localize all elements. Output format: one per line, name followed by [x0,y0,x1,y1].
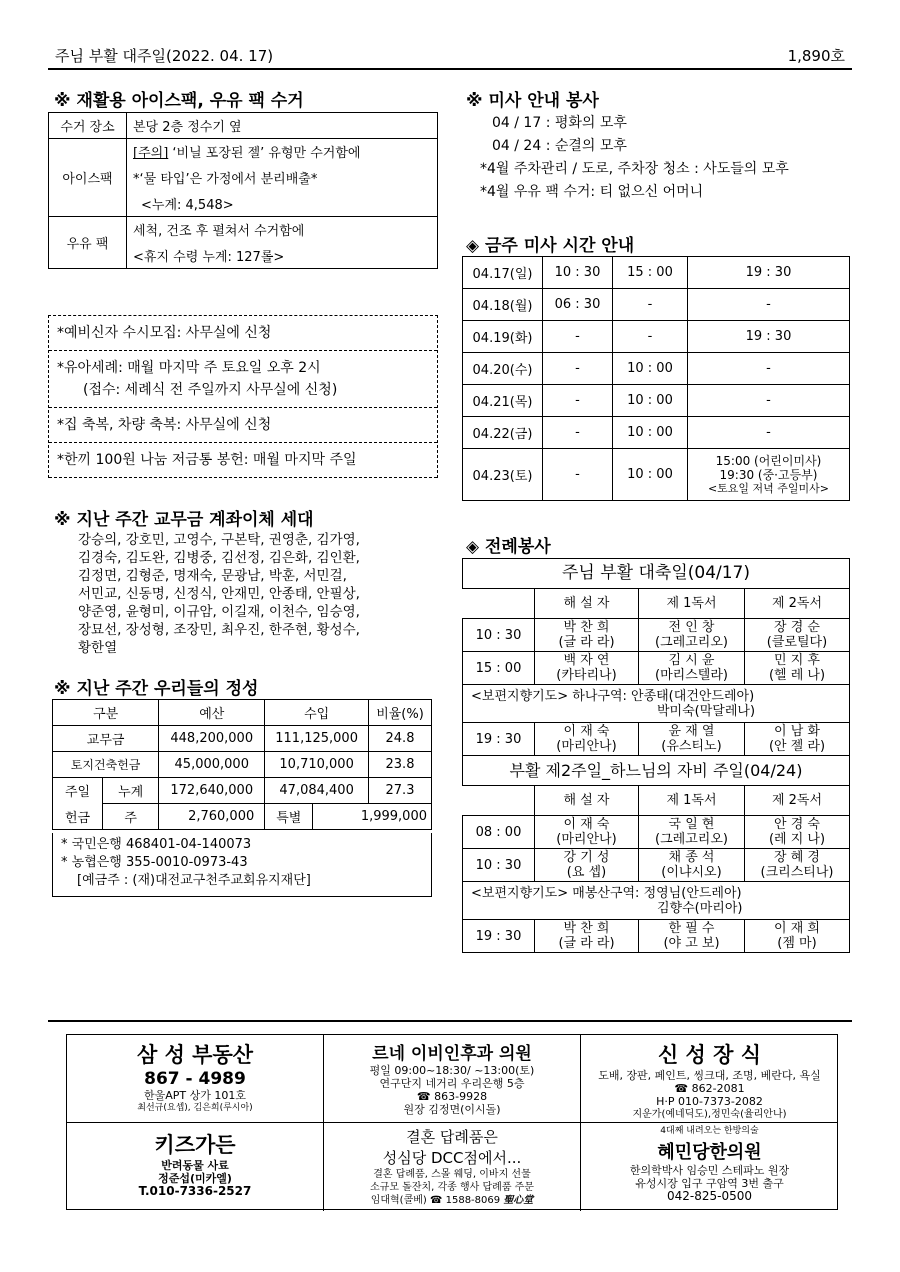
milk-rule: 세척, 건조 후 펼쳐서 수거함에 [127,217,438,243]
mass-slot: - [613,321,688,353]
fin-cum-budget: 172,640,000 [159,778,265,804]
ad-owner: 정준섭(미카엘) [158,1172,232,1185]
bank-nonghyup: * 농협은행 355-0010-0973-43 [61,855,248,870]
ad-kids-garden [67,1123,324,1211]
ad-owner: 지운가(예네딕도),정민숙(율리안나) [632,1109,787,1120]
lit-time: 19 : 30 [463,920,535,953]
ad-phone: 867 - 4989 [144,1069,246,1089]
lit-time: 10 : 30 [463,619,535,652]
recycle-section-title: ※ 재활용 아이스팩, 우유 팩 수거 [54,91,304,111]
col-reading2: 제 2독서 [745,589,850,619]
icepack-rule: ‘비닐 포장된 젤’ 유형만 수거함에 [172,146,361,162]
recycle-table [48,112,438,269]
fin-row-income: 111,125,000 [265,726,369,752]
week2-title: 부활 제2주일_하느님의 자비 주일(04/24) [463,756,850,786]
week1-title: 주님 부활 대축일(04/17) [463,559,850,589]
lit-commentator: 이 재 숙 (마리안나) [535,816,639,849]
lit-commentator: 박 찬 희 (글 라 라) [535,920,639,953]
ad-tagline: 4대째 내려오는 한방의술 [660,1126,759,1136]
notice-infant-baptism [49,351,437,408]
icepack-total: <누계: 4,548> [127,191,438,217]
mass-slot: - [543,353,613,385]
children-mass: 15:00 (어린이미사) [715,453,822,468]
lit-reader2: 장 혜 경 (크리스티나) [745,849,850,882]
bank-accounts [52,833,432,897]
week2-prayer-note: <보편지향기도> 매봉산구역: 정영님(안드레아) 김향수(마리아) [463,882,850,920]
notice-tag: [주의] [133,146,169,162]
lit-time: 15 : 00 [463,652,535,685]
mass-service-line: *4월 주차관리 / 도로, 주차장 청소 : 사도들의 모후 [480,161,789,177]
notice-infant-line: *유아세례: 매월 마지막 주 토요일 오후 2시 [57,360,321,376]
lit-reader2: 이 재 희 (젬 마) [745,920,850,953]
col-commentator: 해 설 자 [535,786,639,816]
ad-name: 신 성 장 식 [657,1043,762,1067]
mass-slot: 19 : 30 [688,321,850,353]
header-divider [48,68,852,70]
mass-times-title: ◈ 금주 미사 시간 안내 [466,236,635,256]
col-reading2: 제 2독서 [745,786,850,816]
mass-slot: - [543,385,613,417]
fin-offering-label: 헌금 [53,804,103,830]
ads-grid [66,1034,838,1210]
bulletin-date-title: 주님 부활 대주일(2022. 04. 17) [55,47,274,65]
mass-service-line: 04 / 17 : 평화의 모후 [492,115,627,131]
ad-goods-2: 소규모 돌잔치, 각종 행사 답례품 주문 [370,1182,534,1193]
mass-service-line: *4월 우유 팩 수거: 티 없으신 어머니 [480,184,704,200]
milk-label: 우유 팩 [49,217,127,269]
ad-name: 르네 이비인후과 의원 [372,1044,532,1064]
donor-line: 양준영, 윤형미, 이규암, 이길재, 이천수, 임승영, [78,604,360,620]
ad-hyemindang-clinic [581,1123,838,1211]
sungsimdang-logo: 聖心堂 [503,1195,534,1206]
mass-slot: - [688,385,850,417]
ad-name: 키즈가든 [154,1133,236,1157]
mass-slot: 15 : 00 [613,257,688,289]
mass-slot: 06 : 30 [543,289,613,321]
mass-service-line: 04 / 24 : 순결의 모후 [492,138,627,154]
mass-slot: - [613,289,688,321]
lit-reader1: 채 종 석 (이냐시오) [639,849,745,882]
fin-row-label: 토지건축헌금 [53,752,159,778]
bank-kookmin: * 국민은행 468401-04-140073 [61,837,252,852]
liturgy-table [462,558,850,953]
mass-slot: 10 : 00 [613,449,688,501]
account-holder: [예금주 : (재)대전교구천주교회유지재단] [77,873,311,888]
mass-date: 04.19(화) [463,321,543,353]
youth-mass: 19:30 (중·고등부) [719,467,818,482]
mass-date: 04.23(토) [463,449,543,501]
lit-reader1: 한 필 수 (야 고 보) [639,920,745,953]
fin-header-ratio: 비율(%) [369,700,432,726]
icepack-label: 아이스팩 [49,139,127,217]
fin-week-label: 주 [103,804,159,830]
ad-phone: 042-825-0500 [666,1189,752,1203]
mass-slot: - [688,289,850,321]
ad-owner: 한의학박사 임승민 스테파노 원장 [629,1164,790,1177]
ad-phone: ☎ 863-9928 [416,1090,488,1103]
place-label: 수거 장소 [49,113,127,139]
fin-row-label: 교무금 [53,726,159,752]
donor-line: 김경숙, 김도완, 김병중, 김선정, 김은화, 김인환, [78,550,360,566]
ad-rene-ent-clinic [324,1035,581,1123]
ad-address: 유성시장 입구 구암역 3번 출구 [635,1177,784,1190]
ad-sinsung-interior [581,1035,838,1123]
icepack-water-note: *‘물 타입’은 가정에서 분리배출* [127,165,438,191]
fin-cum-ratio: 27.3 [369,778,432,804]
ad-samsung-realestate [67,1035,324,1123]
ad-hours: 평일 09:00~18:30/ ~13:00(토) [369,1064,535,1077]
mass-slot: 19 : 30 [688,257,850,289]
lit-reader2: 이 남 화 (안 젤 라) [745,723,850,756]
issue-number: 1,890호 [787,47,845,65]
lit-reader1: 김 시 윤 (마리스텔라) [639,652,745,685]
col-reading1: 제 1독서 [639,786,745,816]
col-commentator: 해 설 자 [535,589,639,619]
milk-total: <휴지 수령 누계: 127롤> [127,243,438,269]
donor-line: 장묘선, 장성형, 조장민, 최우진, 한주현, 황성수, [78,622,360,638]
ad-address: 한울APT 상가 101호 [144,1089,246,1102]
mass-date: 04.21(목) [463,385,543,417]
mass-service-list [480,112,789,204]
ad-phone: T.010-7336-2527 [138,1184,252,1198]
fin-special-amount: 1,999,000 [313,804,432,830]
lit-commentator: 박 찬 희 (글 라 라) [535,619,639,652]
ad-name: 삼 성 부동산 [136,1043,254,1067]
mass-date: 04.20(수) [463,353,543,385]
ad-owner: 최선규(요셉), 김은희(루시아) [137,1103,253,1113]
notice-infant-registration: (접수: 세례식 전 주일까지 사무실에 신청) [83,382,338,398]
fin-row-ratio: 23.8 [369,752,432,778]
finance-section-title: ※ 지난 주간 우리들의 정성 [54,679,259,699]
lit-reader1: 전 인 창 (그레고리오) [639,619,745,652]
mass-date: 04.17(일) [463,257,543,289]
mass-slot: - [543,449,613,501]
finance-table [52,699,432,830]
ad-contact: 임대혁(콜베) ☎ 1588-8069 [370,1195,501,1206]
lit-reader1: 윤 재 열 (유스티노) [639,723,745,756]
lit-reader2: 민 지 후 (헬 레 나) [745,652,850,685]
mass-date: 04.18(월) [463,289,543,321]
fin-row-income: 10,710,000 [265,752,369,778]
lit-time: 10 : 30 [463,849,535,882]
fin-sunday-label: 주일 [53,778,103,804]
place-value: 본당 2층 정수기 옆 [127,113,438,139]
fin-cum-label: 누계 [103,778,159,804]
mass-slot: - [688,417,850,449]
donors-section-title: ※ 지난 주간 교무금 계좌이체 세대 [54,510,314,530]
fin-special-label: 특별 [265,804,313,830]
mass-slot: 10 : 00 [613,353,688,385]
mass-date: 04.22(금) [463,417,543,449]
ad-phone: ☎ 862-2081 [674,1082,745,1095]
notice-piggybank: *한끼 100원 나눔 저금통 봉헌: 매월 마지막 주일 [49,443,437,478]
mass-slot: 10 : 00 [613,417,688,449]
notice-catechumen: *예비신자 수시모집: 사무실에 신청 [49,316,437,351]
ad-name-line2: 성심당 DCC점에서... [382,1149,522,1167]
fin-week-budget: 2,760,000 [159,804,265,830]
ad-sungsimdang [324,1123,581,1211]
mass-slot: 10 : 30 [543,257,613,289]
ad-goods: 결혼 답례품, 스몰 웨딩, 이바지 선물 [373,1169,531,1180]
ad-name: 혜민당한의원 [657,1142,762,1163]
donor-line: 서민교, 신동명, 신정식, 안재민, 안종태, 안필상, [78,586,360,602]
footer-divider [48,1020,852,1022]
ad-name-line1: 결혼 답례품은 [406,1128,498,1146]
fin-header-budget: 예산 [159,700,265,726]
week1-prayer-note: <보편지향기도> 하나구역: 안종태(대건안드레아) 박미숙(막달레나) [463,685,850,723]
lit-commentator: 이 재 숙 (마리안나) [535,723,639,756]
lit-reader2: 안 경 숙 (레 지 나) [745,816,850,849]
ad-mobile: H·P 010-7373-2082 [656,1095,763,1108]
vigil-mass-note: <토요일 저녁 주일미사> [707,481,830,495]
ad-services: 도배, 장판, 페인트, 씽크대, 조명, 베란다, 욕실 [598,1069,821,1082]
fin-row-budget: 45,000,000 [159,752,265,778]
lit-reader1: 국 일 현 (그레고리오) [639,816,745,849]
ad-goods: 반려동물 사료 [161,1159,229,1172]
ad-address: 연구단지 네거리 우리은행 5층 [379,1077,525,1090]
lit-reader2: 장 경 순 (클로틸다) [745,619,850,652]
notice-box [48,315,438,478]
donor-names [78,531,438,657]
mass-slot: - [543,417,613,449]
lit-time: 08 : 00 [463,816,535,849]
donor-line: 김정면, 김형준, 명재숙, 문광남, 박훈, 서민걸, [78,568,347,584]
col-reading1: 제 1독서 [639,589,745,619]
donor-line: 황한열 [78,640,118,656]
notice-blessing: *집 축복, 차량 축복: 사무실에 신청 [49,408,437,443]
mass-service-title: ※ 미사 안내 봉사 [466,91,599,111]
fin-row-budget: 448,200,000 [159,726,265,752]
mass-slot: - [688,353,850,385]
liturgy-section-title: ◈ 전례봉사 [466,537,551,557]
fin-header-income: 수입 [265,700,369,726]
lit-commentator: 강 기 성 (요 셉) [535,849,639,882]
saturday-evening-masses [688,449,850,501]
lit-time: 19 : 30 [463,723,535,756]
ad-owner: 원장 김정면(이시돌) [403,1103,501,1116]
mass-times-table [462,256,850,501]
fin-header-category: 구분 [53,700,159,726]
donor-line: 강승의, 강호민, 고영수, 구본탁, 권영춘, 김가영, [78,532,360,548]
mass-slot: - [543,321,613,353]
mass-slot: 10 : 00 [613,385,688,417]
lit-commentator: 백 자 연 (카타리나) [535,652,639,685]
fin-row-ratio: 24.8 [369,726,432,752]
fin-cum-income: 47,084,400 [265,778,369,804]
